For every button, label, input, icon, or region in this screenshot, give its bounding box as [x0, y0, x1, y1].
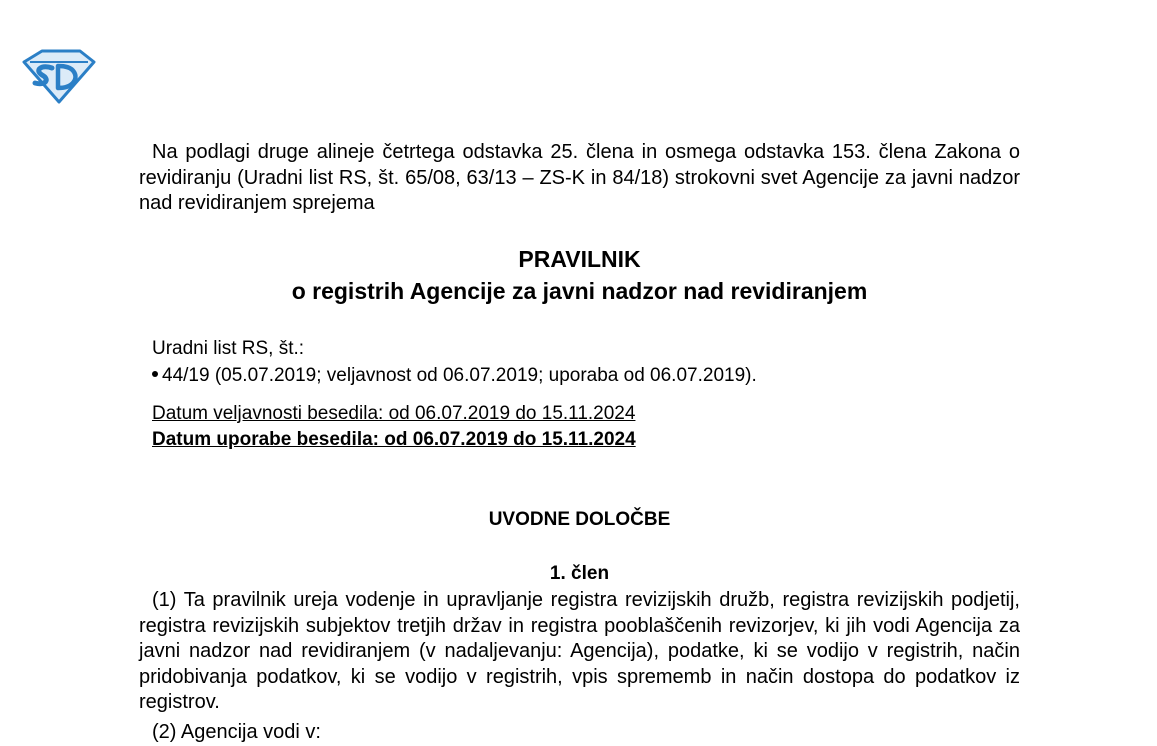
article-number: 1. člen	[549, 563, 610, 584]
bullet-icon	[152, 371, 158, 377]
intro-paragraph: Na podlagi druge alineje četrtega odstavka 25. člena in osmega odstavka 153. člena Zakona o revidiranju (Uradni list RS, št. 65/08, 63/13 – ZS-K in 84/18) strokovni svet Agencije za javni nadzor nad revidiranjem sprejema	[139, 141, 1020, 214]
sd-logo-icon	[22, 48, 96, 104]
gazette-item	[152, 362, 1012, 390]
section-heading: UVODNE DOLOČBE	[488, 509, 671, 530]
gazette-label: Uradni list RS, št.:	[152, 338, 305, 359]
document-title: PRAVILNIK	[518, 246, 641, 272]
application-date: Datum uporabe besedila: od 06.07.2019 do 15.11.2024	[152, 429, 636, 450]
article-paragraph-1: (1) Ta pravilnik ureja vodenje in upravljanje registra revizijskih družb, registra revizijskih podjetij, registra revizijskih subjektov tretjih držav in registra pooblaščenih revizorjev, ki jih vodi Agencija za javni nadzor nad revidiranjem (v nadaljevanju: Agencija), podatke, ki se vodijo v registrih, način pridobivanja podatkov, ki se vodijo v registrih, vpis sprememb in način dostopa do podatkov iz registrov.	[139, 589, 1020, 713]
validity-date: Datum veljavnosti besedila: od 06.07.2019 do 15.11.2024	[152, 403, 636, 424]
gazette-item-text: 44/19 (05.07.2019; veljavnost od 06.07.2019; uporaba od 06.07.2019).	[162, 365, 757, 386]
document-subtitle: o registrih Agencije za javni nadzor nad revidiranjem	[291, 278, 868, 304]
article-paragraph-2: (2) Agencija vodi v:	[152, 721, 321, 743]
